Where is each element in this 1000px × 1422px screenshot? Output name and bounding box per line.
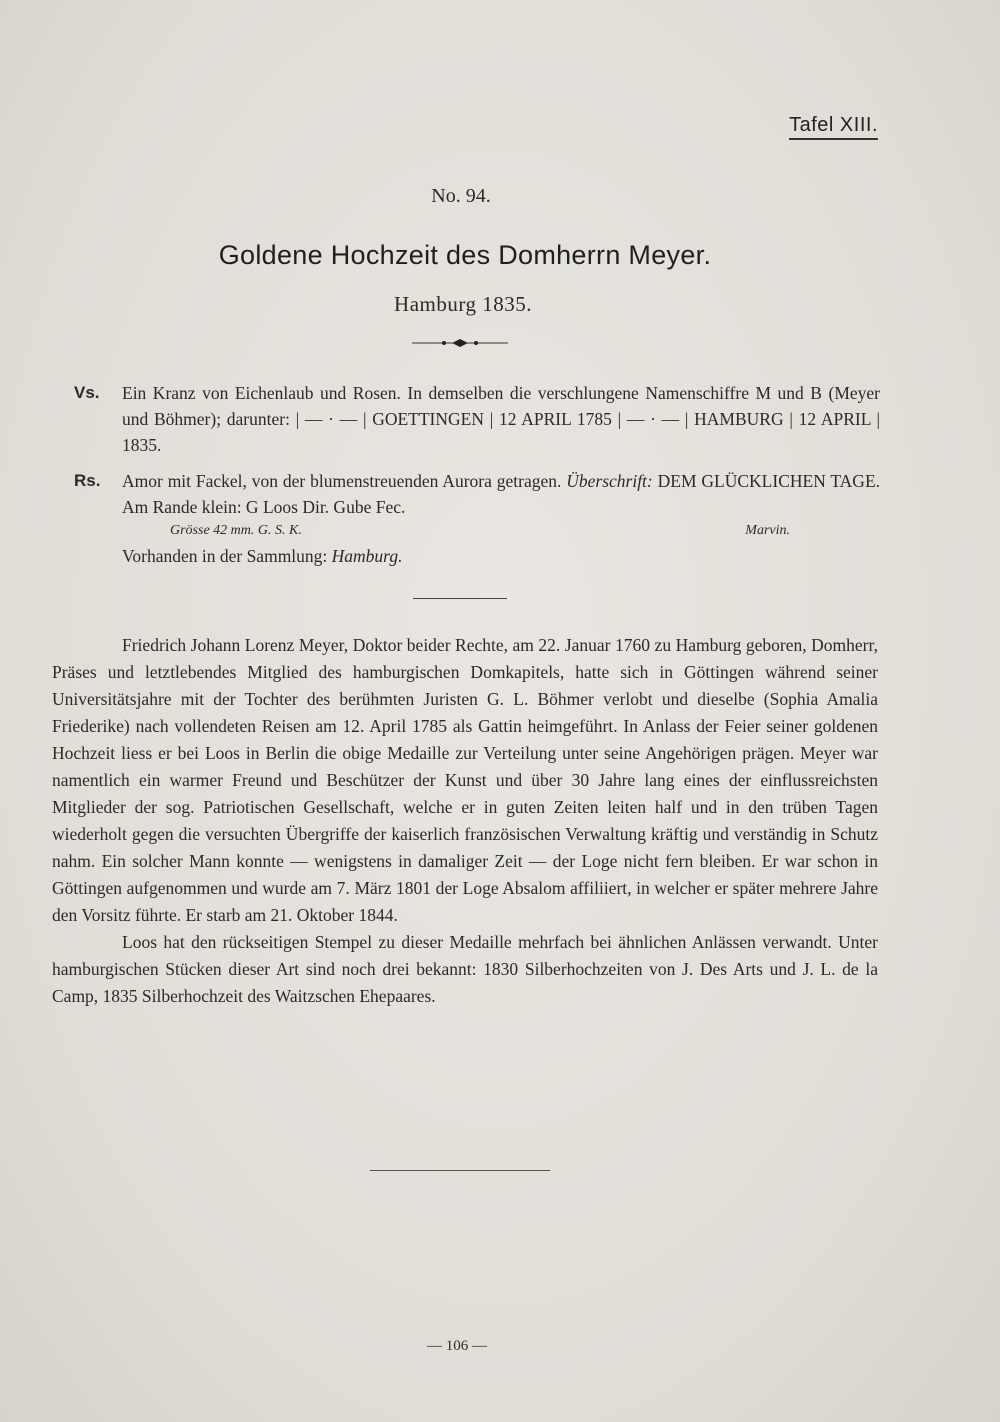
reverse-text [122, 468, 880, 520]
collection-place: Hamburg. [331, 546, 403, 566]
plate-number: Tafel XIII. [789, 114, 878, 140]
reverse-label: Rs. [74, 471, 101, 490]
reverse-text-after: DEM GLÜCKLICHEN TAGE. Am Rande klein: G Loos Dir. Gube Fec. [122, 471, 881, 517]
biography-text [52, 632, 878, 1010]
paragraph: Loos hat den rückseitigen Stempel zu dieser Medaille mehrfach bei ähnlichen Anlässen verwandt. Unter hamburgischen Stücken dieser Art sind noch drei bekannt: 1830 Silberhochzeiten von J. Des Arts und J. L. de la Camp, 1835 Silberhochzeit des Waitzschen Ehepaares. [52, 932, 878, 1006]
reverse-text-before: Amor mit Fackel, von der blumenstreuenden Aurora getragen. [122, 471, 562, 491]
place-year: Hamburg 1835. [394, 292, 532, 316]
end-divider [370, 1170, 550, 1171]
obverse-label: Vs. [74, 383, 100, 402]
size-spec: Grösse 42 mm. G. S. K. [170, 523, 302, 538]
collection-line [122, 543, 402, 569]
obverse-description [74, 380, 880, 458]
page-number: — 106 — [427, 1338, 487, 1354]
reference-spec: Marvin. [745, 523, 790, 538]
page-title: Goldene Hochzeit des Domherrn Meyer. [218, 240, 712, 270]
reverse-description [74, 468, 880, 520]
inscription-label: Überschrift: [566, 471, 653, 491]
entry-number: No. 94. [431, 185, 491, 207]
section-divider [413, 598, 507, 599]
obverse-text: Ein Kranz von Eichenlaub und Rosen. In demselben die verschlungene Namenschiffre M und B (Meyer und Böhmer); darunter: | — · — | GOETTINGEN | 12 APRIL 1785 | — · — | HAMBURG | 12 APRIL | 1835. [122, 383, 880, 455]
collection-label: Vorhanden in der Sammlung: [122, 546, 328, 566]
paragraph: Friedrich Johann Lorenz Meyer, Doktor beider Rechte, am 22. Januar 1760 zu Hamburg geboren, Domherr, Präses und letztlebendes Mitglied des hamburgischen Domkapitels, hatte sich in Göttingen während seiner Universitätsjahre mit der Tochter des berühmten Juristen G. L. Böhmer verlobt und dieselbe (Sophia Amalia Friederike) nach vollendeten Reisen am 12. April 1785 als Gattin heimgeführt. In Anlass der Feier seiner goldenen Hochzeit liess er bei Loos in Berlin die obige Medaille zur Verteilung unter seine Angehörigen prägen. Meyer war namentlich ein warmer Freund und Beschützer der Kunst und über 30 Jahre lang eines der einflussreichsten Mitglieder der sog. Patriotischen Gesellschaft, welche er in guten Zeiten leiten half und in den trüben Tagen wiederholt gegen die versuchten Übergriffe der kaiserlich französischen Verwaltung kräftig und verständig in Schutz nahm. Ein solcher Mann konnte — wenigstens in damaliger Zeit — der Loge nicht fern bleiben. Er war schon in Göttingen aufgenommen und wurde am 7. März 1801 der Loge Absalom affiliiert, in welcher er später mehrere Jahre den Vorsitz führte. Er starb am 21. Oktober 1844. [52, 635, 878, 925]
specs-line [170, 523, 790, 539]
ornament-divider [412, 337, 508, 349]
